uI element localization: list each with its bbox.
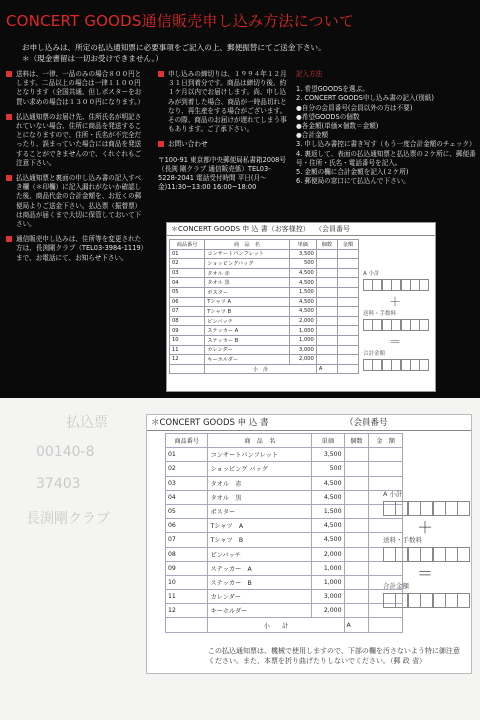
transfer-slip-backside — [6, 404, 126, 704]
contact-text: 〒100-91 東京都中央郵便局私書箱2008号（長渕 剛クラブ 通信販売係）TEL03-5228-2041 電話受付時間 平日(月～金)11:30~13:00 16:00~18:00 — [158, 155, 286, 192]
amount-cell[interactable] — [337, 297, 358, 307]
quantity-cell[interactable] — [316, 249, 337, 259]
form-title: ＊CONCERT GOODS 申 込 書 — [151, 418, 269, 428]
subtotal-label: 小 計 — [208, 618, 344, 632]
intro-line: ＊（現金書留は一切お受けできません。） — [22, 54, 163, 63]
item-price: 4,500 — [312, 490, 344, 504]
item-name: カレンダー — [205, 345, 289, 355]
amount-cell[interactable] — [337, 278, 358, 288]
item-number: 01 — [166, 448, 208, 462]
item-number: 02 — [166, 462, 208, 476]
item-number: 07 — [170, 307, 205, 317]
contact-heading: お問い合わせ — [168, 140, 208, 149]
item-number: 04 — [170, 278, 205, 288]
form-title: ＊CONCERT GOODS 申 込 書（お客様控） — [171, 225, 310, 233]
table-row — [166, 519, 403, 533]
howto-heading: 記入方法 — [296, 70, 323, 78]
item-number: 09 — [166, 561, 208, 575]
col-header: 商品番号 — [166, 434, 208, 448]
side-subtotal-label: A 小計 — [363, 271, 380, 277]
table-row — [166, 504, 403, 518]
form-header — [167, 223, 435, 236]
table-row — [170, 297, 359, 307]
intro-line: お申し込みは、所定の払込通知票に必要事項をご記入の上、郵便振替にてご送金下さい。 — [22, 43, 326, 52]
total-boxes[interactable] — [363, 359, 429, 371]
bullet-icon — [6, 71, 12, 77]
howto-step: 5. 金額の欄に合計金額を記入(２ケ所) — [296, 168, 409, 177]
quantity-cell[interactable] — [344, 448, 369, 462]
column-shipping — [6, 70, 146, 269]
intro-text — [22, 42, 462, 64]
item-name: キーホルダー — [208, 604, 312, 618]
table-row — [170, 287, 359, 297]
ghost-text: 長渕剛クラブ — [26, 511, 110, 527]
item-name: コンサートパンフレット — [205, 249, 289, 259]
table-row — [166, 604, 403, 618]
total-label: 合計金額 — [363, 351, 386, 357]
table-row — [166, 490, 403, 504]
equals-icon: ＝ — [389, 335, 402, 349]
table-row — [170, 316, 359, 326]
item-price: 500 — [312, 462, 344, 476]
col-header: 個数 — [316, 240, 337, 250]
shipping-label: 送料・手数料 — [363, 311, 397, 317]
item-number: 03 — [170, 268, 205, 278]
table-row — [170, 345, 359, 355]
page-title: CONCERT GOODS通信販売申し込み方法について — [6, 12, 355, 30]
table-row — [166, 575, 403, 589]
deadline-text: 申し込みの締切りは、１９９４年１２月３１日到着分です。商品は締切り後、約１ケ月以内でお届けします。尚、申し込みが到着した場合、商品が一時品切れとなり、再生産をする場合がございます。その際、商品のお届けが遅れてしまう事もあります。ご了承下さい。 — [168, 70, 287, 134]
item-price: 1,000 — [289, 326, 316, 336]
item-number: 11 — [170, 345, 205, 355]
subtotal-a: A — [344, 618, 369, 632]
amount-cell[interactable] — [337, 287, 358, 297]
item-name: タオル 赤 — [208, 476, 312, 490]
amount-cell[interactable] — [337, 249, 358, 259]
item-name: ポスター — [205, 287, 289, 297]
items-table — [169, 239, 359, 374]
side-subtotal-label: A 小計 — [383, 490, 403, 498]
subtotal-boxes[interactable] — [383, 501, 470, 516]
quantity-cell[interactable] — [316, 259, 337, 269]
item-price: 500 — [289, 259, 316, 269]
item-price: 4,500 — [289, 307, 316, 317]
member-number-label: （会員番号 — [345, 418, 388, 428]
item-price: 3,500 — [312, 448, 344, 462]
order-form-copy — [166, 222, 436, 392]
col-header: 金額 — [337, 240, 358, 250]
item-price: 4,500 — [312, 476, 344, 490]
item-price: 4,500 — [312, 533, 344, 547]
item-name: コンサートパンフレット — [208, 448, 312, 462]
item-price: 1,500 — [289, 287, 316, 297]
item-price: 3,500 — [289, 249, 316, 259]
col-header: 単価 — [312, 434, 344, 448]
member-number-label: （会員番号 — [315, 225, 350, 233]
total-boxes[interactable] — [383, 593, 470, 608]
item-name: Tシャツ B — [205, 307, 289, 317]
col-header: 商 品 名 — [208, 434, 312, 448]
table-row — [166, 476, 403, 490]
total-label: 合計金額 — [383, 582, 409, 590]
item-number: 01 — [170, 249, 205, 259]
note-text: 通信販売申し込みは、住所等を変更された方は、長渕剛クラブ（TEL03-3984-1119）まで、お電話にて、お知らせ下さい。 — [16, 235, 144, 262]
plus-icon: ＋ — [389, 295, 402, 309]
howto-step: ●希望GOODSの個数 — [296, 112, 360, 121]
item-name: タオル 黒 — [208, 490, 312, 504]
item-number: 11 — [166, 590, 208, 604]
item-number: 07 — [166, 533, 208, 547]
quantity-cell[interactable] — [344, 504, 369, 518]
column-deadline — [158, 70, 288, 198]
note-text: 払込通知票のお届け先、住所氏名が明記されていない場合、住所に商品を発送することになりますので、住所・氏名が不完全だったり、誤まっていた場合には商品を発送することができませんので、くれぐれもご注意下さい。 — [16, 112, 142, 167]
item-number: 12 — [166, 604, 208, 618]
item-number: 02 — [170, 259, 205, 269]
item-number: 03 — [166, 476, 208, 490]
table-row — [166, 448, 403, 462]
ghost-text: 37403 — [36, 476, 81, 492]
quantity-cell[interactable] — [316, 287, 337, 297]
quantity-cell[interactable] — [316, 278, 337, 288]
col-header: 金 額 — [369, 434, 403, 448]
item-number: 05 — [166, 504, 208, 518]
quantity-cell[interactable] — [344, 561, 369, 575]
bullet-icon — [158, 71, 164, 77]
howto-step: 2. CONCERT GOODS申し込み書の記入(別紙) — [296, 94, 434, 103]
quantity-cell[interactable] — [344, 575, 369, 589]
item-price: 1,500 — [312, 504, 344, 518]
bullet-icon — [158, 141, 164, 147]
howto-step: 4. 裏返して、表面の払込通知票と払込票の２ケ所に、郵便番号・住所・氏名・電話番号を記入。 — [296, 149, 476, 167]
item-price: 3,000 — [312, 590, 344, 604]
item-name: カレンダー — [208, 590, 312, 604]
quantity-cell[interactable] — [344, 519, 369, 533]
subtotal-boxes[interactable] — [363, 279, 429, 291]
item-name: タオル 赤 — [205, 268, 289, 278]
column-howto — [296, 70, 476, 186]
items-table — [165, 433, 403, 633]
quantity-cell[interactable] — [316, 345, 337, 355]
item-name: ステッカー B — [208, 575, 312, 589]
quantity-cell[interactable] — [316, 335, 337, 345]
item-price: 2,000 — [289, 355, 316, 365]
note-text: 送料は、一律、一品のみの場合８００円とします。二品以上の場合は一律１１００円となります（全国共通、但しポスターをお買い求めの場合は１３００円になります。） — [16, 70, 145, 106]
amount-cell[interactable] — [369, 519, 403, 533]
quantity-cell[interactable] — [316, 307, 337, 317]
quantity-cell[interactable] — [344, 547, 369, 561]
quantity-cell[interactable] — [316, 268, 337, 278]
howto-step: ●自分の会員番号(会員以外の方は不要) — [296, 103, 413, 112]
quantity-cell[interactable] — [344, 462, 369, 476]
item-number: 10 — [166, 575, 208, 589]
table-row — [170, 249, 359, 259]
subtotal-cell[interactable] — [337, 364, 358, 374]
ghost-text: 払込票 — [66, 415, 108, 431]
col-header: 個数 — [344, 434, 369, 448]
table-row — [170, 335, 359, 345]
amount-cell[interactable] — [337, 345, 358, 355]
table-row — [170, 268, 359, 278]
col-header: 単価 — [289, 240, 316, 250]
shipping-boxes[interactable] — [363, 319, 429, 331]
col-header: 商品番号 — [170, 240, 205, 250]
howto-step: 6. 郵便局の窓口にて払込んで下さい。 — [296, 177, 410, 186]
subtotal-cell[interactable] — [369, 618, 403, 632]
table-row — [170, 307, 359, 317]
amount-cell[interactable] — [369, 448, 403, 462]
item-number: 08 — [166, 547, 208, 561]
subtotal-label: 小 計 — [205, 364, 317, 374]
item-price: 4,500 — [312, 519, 344, 533]
table-row — [166, 533, 403, 547]
howto-step: 1. 希望GOODSを選ぶ。 — [296, 85, 369, 94]
amount-cell[interactable] — [337, 259, 358, 269]
item-name: ピンバッチ — [205, 316, 289, 326]
table-row — [166, 590, 403, 604]
item-number: 05 — [170, 287, 205, 297]
item-name: Tシャツ A — [208, 519, 312, 533]
bullet-icon — [6, 175, 12, 181]
item-number: 06 — [170, 297, 205, 307]
quantity-cell[interactable] — [344, 590, 369, 604]
table-row — [170, 355, 359, 365]
table-row — [166, 462, 403, 476]
quantity-cell[interactable] — [316, 316, 337, 326]
shipping-label: 送料・手数料 — [383, 536, 422, 544]
item-number: 09 — [170, 326, 205, 336]
bullet-icon — [6, 114, 12, 120]
order-form — [146, 414, 472, 674]
item-name: ショッピング バッグ — [208, 462, 312, 476]
item-name: ポスター — [208, 504, 312, 518]
footer-notice: この払込通知票は、機械で使用しますので、下部の欄を汚さないよう特に御注意ください。また、本票を折り曲げたりしないでください。（郵 政 省） — [208, 647, 460, 665]
howto-step: ●各金額(単価×個数＝金額) — [296, 122, 379, 131]
item-name: ステッカー A — [208, 561, 312, 575]
item-price: 1,000 — [289, 335, 316, 345]
table-row — [170, 259, 359, 269]
amount-cell[interactable] — [337, 335, 358, 345]
item-name: タオル 黒 — [205, 278, 289, 288]
item-number: 06 — [166, 519, 208, 533]
item-name: ショッピングバッグ — [205, 259, 289, 269]
item-price: 4,500 — [289, 278, 316, 288]
quantity-cell[interactable] — [316, 297, 337, 307]
equals-icon: ＝ — [417, 564, 434, 583]
item-name: Tシャツ B — [208, 533, 312, 547]
table-row — [166, 547, 403, 561]
plus-icon: ＋ — [417, 518, 434, 537]
subtotal-a: A — [316, 364, 337, 374]
table-row — [170, 278, 359, 288]
amount-cell[interactable] — [337, 307, 358, 317]
item-name: ピンバッチ — [208, 547, 312, 561]
amount-cell[interactable] — [337, 355, 358, 365]
item-price: 4,500 — [289, 268, 316, 278]
quantity-cell[interactable] — [344, 604, 369, 618]
item-name: Tシャツ A — [205, 297, 289, 307]
shipping-boxes[interactable] — [383, 547, 470, 562]
howto-step: 3. 申し込み書控に書き写す（もう一度合計金額のチェック） — [296, 140, 476, 149]
bullet-icon — [6, 236, 12, 242]
item-price: 1,000 — [312, 561, 344, 575]
quantity-cell[interactable] — [344, 490, 369, 504]
quantity-cell[interactable] — [344, 533, 369, 547]
col-header: 商 品 名 — [205, 240, 289, 250]
quantity-cell[interactable] — [316, 326, 337, 336]
table-row — [170, 326, 359, 336]
ghost-text: 00140-8 — [36, 444, 95, 460]
item-name: キーホルダー — [205, 355, 289, 365]
form-header — [147, 415, 471, 431]
item-number: 04 — [166, 490, 208, 504]
note-text: 払込通知票と裏面の申し込み書の記入すべき欄（＊印欄）に記入漏れがないか確認した後、商品代金の合計金額を、お近くの郵便局よりご送金下さい。払込票（振替票）は商品が届くまで大切に保管しておいて下さい。 — [16, 174, 142, 229]
item-number: 08 — [170, 316, 205, 326]
howto-step: ●合計金額 — [296, 131, 329, 140]
table-row — [166, 561, 403, 575]
amount-cell[interactable] — [369, 561, 403, 575]
item-price: 3,000 — [289, 345, 316, 355]
amount-cell[interactable] — [337, 268, 358, 278]
item-name: ステッカー A — [205, 326, 289, 336]
quantity-cell[interactable] — [316, 355, 337, 365]
amount-cell[interactable] — [369, 462, 403, 476]
item-price: 1,000 — [312, 575, 344, 589]
item-number: 10 — [170, 335, 205, 345]
item-price: 2,000 — [289, 316, 316, 326]
amount-cell[interactable] — [337, 316, 358, 326]
amount-cell[interactable] — [337, 326, 358, 336]
item-price: 4,500 — [289, 297, 316, 307]
item-name: ステッカー B — [205, 335, 289, 345]
item-price: 2,000 — [312, 604, 344, 618]
quantity-cell[interactable] — [344, 476, 369, 490]
item-price: 2,000 — [312, 547, 344, 561]
item-number: 12 — [170, 355, 205, 365]
